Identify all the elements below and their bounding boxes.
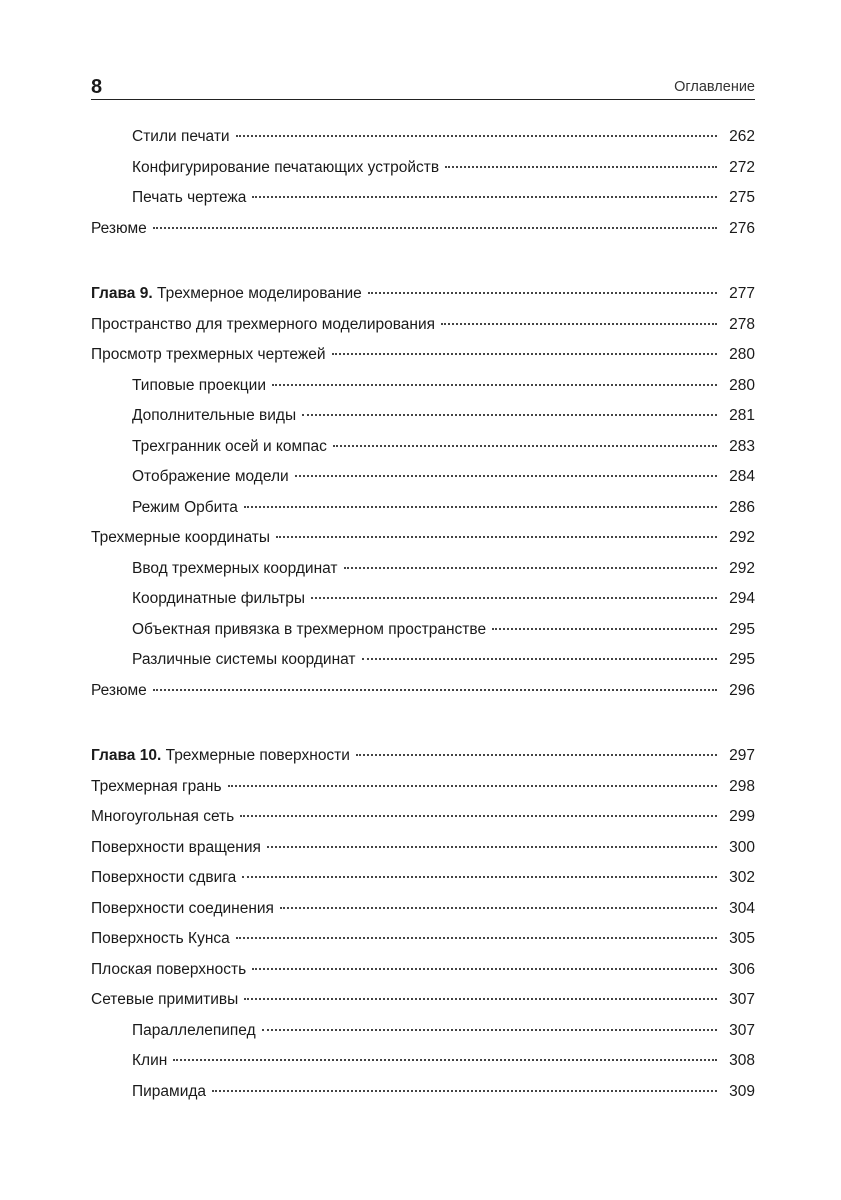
toc-entry-title: Конфигурирование печатающих устройств <box>132 158 440 176</box>
toc-leader-dots <box>244 998 717 1000</box>
toc-entry-page: 296 <box>729 681 755 699</box>
chapter-name: Трехмерное моделирование <box>156 285 362 302</box>
toc-leader-dots <box>244 506 717 508</box>
toc-entry-axis-tripod[interactable] <box>91 432 755 463</box>
toc-entry-3d-coordinates[interactable] <box>91 523 755 554</box>
toc-entry-title: Ввод трехмерных координат <box>132 559 338 577</box>
toc-entry-title: Координатные фильтры <box>132 590 305 607</box>
toc-entry-summary-8[interactable] <box>91 214 755 245</box>
toc-entry-title: Трехмерные координаты <box>91 529 271 546</box>
toc-entry-title: Режим Орбита <box>132 498 238 516</box>
toc-leader-dots <box>252 968 717 970</box>
toc-entry-page: 277 <box>729 285 755 302</box>
toc-leader-dots <box>492 628 717 630</box>
toc-entry-page: 292 <box>729 559 755 577</box>
toc-entry-page: 298 <box>729 777 755 795</box>
toc-leader-dots <box>344 567 717 569</box>
toc-entry-summary-9[interactable] <box>91 676 755 707</box>
toc-entry-tabulated-surfaces[interactable] <box>91 863 755 894</box>
toc-entry-polygon-mesh[interactable] <box>91 802 755 833</box>
toc-chapter-9[interactable] <box>91 279 755 310</box>
toc-leader-dots <box>311 597 717 599</box>
toc-entry-title: Типовые проекции <box>132 376 266 394</box>
toc-entry-title: Поверхности сдвига <box>91 869 237 886</box>
toc-entry-title: Пирамида <box>132 1082 207 1100</box>
toc-entry-page: 302 <box>729 869 755 886</box>
toc-entry-page: 307 <box>729 1021 755 1039</box>
chapter-label: Глава 10. <box>91 747 162 764</box>
toc-entry-page: 304 <box>729 899 755 917</box>
toc-leader-dots <box>295 475 717 477</box>
toc-leader-dots <box>362 658 717 660</box>
toc-leader-dots <box>153 227 717 229</box>
toc-entry-page: 306 <box>729 960 755 978</box>
page-header <box>91 74 755 100</box>
toc-leader-dots <box>236 937 717 939</box>
toc-entry-pyramid[interactable] <box>91 1077 755 1108</box>
toc-entry-title: Отображение модели <box>132 468 289 485</box>
toc-entry-page: 292 <box>729 529 755 546</box>
toc-leader-dots <box>302 414 717 416</box>
toc-entry-page: 309 <box>729 1082 755 1100</box>
chapter-gap <box>91 706 755 741</box>
toc-leader-dots <box>252 196 717 198</box>
toc-entry-page: 299 <box>729 808 755 825</box>
toc-entry-page: 276 <box>729 219 755 237</box>
toc-entry-3d-viewing[interactable] <box>91 340 755 371</box>
toc-entry-3d-space[interactable] <box>91 310 755 341</box>
toc-leader-dots <box>267 846 717 848</box>
toc-entry-standard-views[interactable] <box>91 371 755 402</box>
toc-leader-dots <box>173 1059 717 1061</box>
toc-entry-title: Клин <box>132 1052 168 1069</box>
toc-leader-dots <box>276 536 717 538</box>
toc-entry-ruled-surfaces[interactable] <box>91 894 755 925</box>
toc-entry-revolved-surfaces[interactable] <box>91 833 755 864</box>
toc-entry-title: Плоская поверхность <box>91 960 247 978</box>
toc-entry-page: 308 <box>729 1052 755 1069</box>
toc-entry-page: 281 <box>729 407 755 424</box>
toc-leader-dots <box>356 754 717 756</box>
chapter-name: Трехмерные поверхности <box>165 747 350 764</box>
toc-entry-page: 300 <box>729 838 755 856</box>
toc-entry-page: 294 <box>729 590 755 607</box>
toc-entry-printer-config[interactable] <box>91 153 755 184</box>
toc-leader-dots <box>441 323 717 325</box>
toc-leader-dots <box>333 445 717 447</box>
toc-entry-title: Объектная привязка в трехмерном пространстве <box>132 620 487 638</box>
toc-entry-coordinate-filters[interactable] <box>91 584 755 615</box>
toc-entry-title: Трехмерная грань <box>91 777 222 795</box>
toc-chapter-title <box>91 279 362 309</box>
toc-entry-print-drawing[interactable] <box>91 183 755 214</box>
toc-entry-page: 305 <box>729 930 755 947</box>
toc-leader-dots <box>272 384 717 386</box>
toc-entry-title: Резюме <box>91 681 147 699</box>
toc-entry-page: 280 <box>729 376 755 394</box>
toc-entry-title: Просмотр трехмерных чертежей <box>91 346 326 363</box>
toc-leader-dots <box>228 785 717 787</box>
toc-entry-page: 307 <box>729 991 755 1008</box>
toc-entry-page: 284 <box>729 468 755 485</box>
toc-entry-coons-surface[interactable] <box>91 924 755 955</box>
toc-entry-page: 297 <box>729 747 755 764</box>
toc-entry-model-display[interactable] <box>91 462 755 493</box>
toc-entry-title: Пространство для трехмерного моделирования <box>91 315 436 333</box>
toc-leader-dots <box>236 135 717 137</box>
toc-leader-dots <box>262 1029 717 1031</box>
toc-entry-page: 280 <box>729 346 755 363</box>
toc-entry-title: Параллелепипед <box>132 1021 256 1039</box>
toc-leader-dots <box>368 292 717 294</box>
toc-entry-title: Резюме <box>91 219 147 237</box>
chapter-label: Глава 9. <box>91 285 153 302</box>
toc-entry-page: 295 <box>729 620 755 638</box>
toc-entry-page: 262 <box>729 128 755 145</box>
toc-entry-page: 286 <box>729 498 755 516</box>
toc-entry-title: Различные системы координат <box>132 651 356 668</box>
toc-leader-dots <box>445 166 717 168</box>
toc-leader-dots <box>212 1090 717 1092</box>
toc-leader-dots <box>242 876 717 878</box>
toc-entry-coordinate-systems[interactable] <box>91 645 755 676</box>
toc-entry-title: Трехгранник осей и компас <box>132 437 327 455</box>
toc-entry-wedge[interactable] <box>91 1046 755 1077</box>
toc-entry-title: Стили печати <box>132 128 230 145</box>
toc-entry-orbit-mode[interactable] <box>91 493 755 524</box>
toc-entry-extra-views[interactable] <box>91 401 755 432</box>
toc-entry-title: Поверхность Кунса <box>91 930 230 947</box>
table-of-contents <box>91 122 755 1107</box>
toc-entry-box[interactable] <box>91 1016 755 1047</box>
toc-entry-3d-face[interactable] <box>91 772 755 803</box>
toc-entry-mesh-primitives[interactable] <box>91 985 755 1016</box>
toc-entry-print-styles[interactable] <box>91 122 755 153</box>
toc-entry-page: 295 <box>729 651 755 668</box>
toc-leader-dots <box>153 689 717 691</box>
toc-entry-object-snap[interactable] <box>91 615 755 646</box>
toc-entry-title: Поверхности соединения <box>91 899 274 917</box>
toc-entry-title: Сетевые примитивы <box>91 991 239 1008</box>
toc-entry-title: Печать чертежа <box>132 189 247 206</box>
toc-entry-title: Многоугольная сеть <box>91 808 235 825</box>
toc-chapter-10[interactable] <box>91 741 755 772</box>
toc-entry-page: 272 <box>729 158 755 176</box>
toc-chapter-title <box>91 741 350 771</box>
toc-leader-dots <box>240 815 717 817</box>
toc-entry-page: 283 <box>729 437 755 455</box>
toc-entry-page: 278 <box>729 315 755 333</box>
page-number: 8 <box>91 76 103 98</box>
toc-leader-dots <box>280 907 717 909</box>
running-title: Оглавление <box>674 79 755 95</box>
toc-entry-title: Поверхности вращения <box>91 838 261 856</box>
toc-entry-title: Дополнительные виды <box>132 407 297 424</box>
toc-leader-dots <box>332 353 718 355</box>
toc-entry-page: 275 <box>729 189 755 206</box>
chapter-gap <box>91 244 755 279</box>
toc-entry-planar-surface[interactable] <box>91 955 755 986</box>
toc-entry-coordinate-input[interactable] <box>91 554 755 585</box>
